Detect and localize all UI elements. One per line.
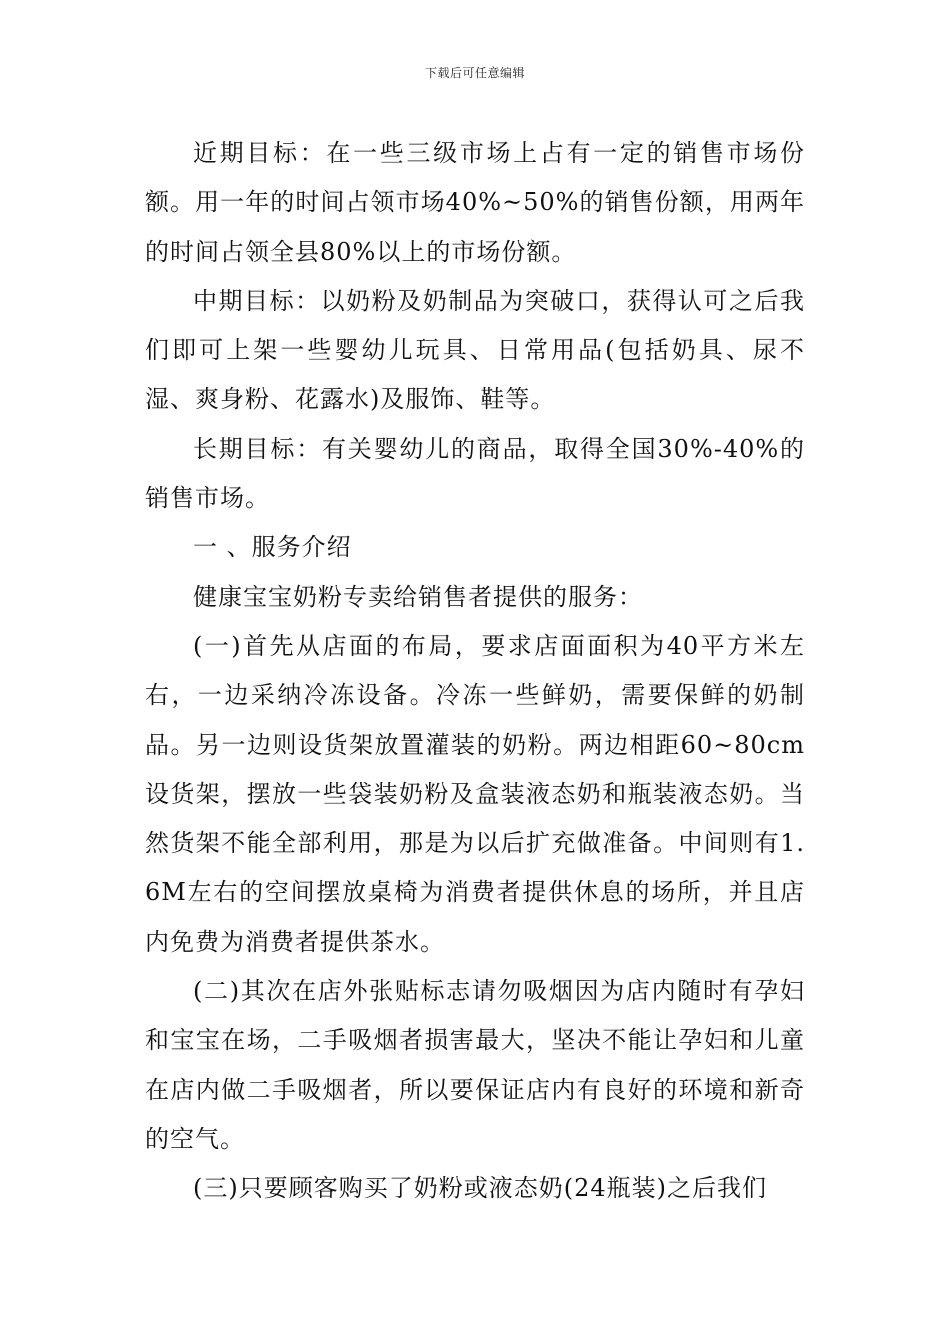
- paragraph-long-term-goal: 长期目标：有关婴幼儿的商品，取得全国30%-40%的销售市场。: [145, 434, 805, 513]
- paragraph-mid-term-goal: 中期目标：以奶粉及奶制品为突破口，获得认可之后我们即可上架一些婴幼儿玩具、日常用品(包括奶具、尿不湿、爽身粉、花露水)及服饰、鞋等。: [145, 286, 805, 414]
- section-heading-service-intro: 一 、服务介绍: [193, 533, 352, 562]
- paragraph-service-three: (三)只要顾客购买了奶粉或液态奶(24瓶装)之后我们: [193, 1174, 767, 1203]
- paragraph-service-lead: 健康宝宝奶粉专卖给销售者提供的服务：: [193, 582, 643, 611]
- paragraph-service-two: (二)其次在店外张贴标志请勿吸烟因为店内随时有孕妇和宝宝在场，二手吸烟者损害最大，坚决不能让孕妇和儿童在店内做二手吸烟者，所以要保证店内有良好的环境和新奇的空气。: [145, 977, 805, 1153]
- page-header-note: 下载后可任意编辑: [424, 66, 525, 80]
- paragraph-service-one: (一)首先从店面的布局，要求店面面积为40平方米左右，一边采纳冷冻设备。冷冻一些鲜奶，需要保鲜的奶制品。另一边则设货架放置灌装的奶粉。两边相距60~80cm设货架，摆放一些袋装奶粉及盒装液态奶和瓶装液态奶。当然货架不能全部利用，那是为以后扩充做准备。中间则有1.6M左右的空间摆放桌椅为消费者提供休息的场所，并且店内免费为消费者提供茶水。: [145, 631, 805, 956]
- paragraph-near-term-goal: 近期目标：在一些三级市场上占有一定的销售市场份额。用一年的时间占领市场40%~50%的销售份额，用两年的时间占领全县80%以上的市场份额。: [145, 139, 805, 266]
- document-body: [145, 129, 805, 1214]
